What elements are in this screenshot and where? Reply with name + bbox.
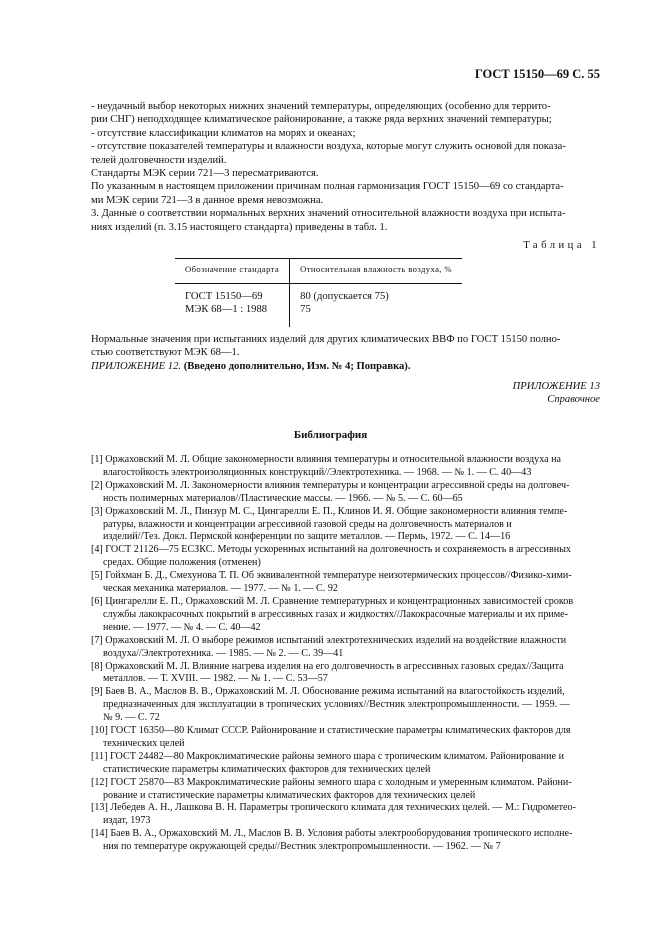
bibliography-item: [4] ГОСТ 21126—75 ЕСЗКС. Методы ускоренных испытаний на долговечность и сохраняемость в агрессивных средах. Общие положения (отменен) [91, 544, 571, 569]
page-header: ГОСТ 15150—69 С. 55 [474, 67, 600, 81]
bibliography-item: [12] ГОСТ 25870—83 Макроклиматические районы земного шара с холодным и умеренным климатом. Райони- рование и статистические параметры климатических факторов для технических целей [91, 776, 572, 801]
body-text [91, 100, 600, 373]
table-cell: ГОСТ 15150—69 МЭК 68—1 : 1988 [175, 283, 290, 326]
bibliography-item: [10] ГОСТ 16350—80 Климат СССР. Районирование и статистические параметры климатических факторов для технических целей [91, 725, 571, 749]
bibliography-item: [6] Цингарелли Е. П., Оржаховский М. Л. Сравнение температурных и концентрационных зависимостей сроков службы лакокрасочных покрытий в агрессивных газах и жидкостях//Лакокрасочные материалы и их приме- нение. — 1977. — № 4. — С. 40—42 [91, 595, 574, 633]
paragraph: Стандарты МЭК серии 721—3 пересматриваются. [91, 168, 319, 180]
bibliography-item: [5] Гойхман Б. Д., Смехунова Т. П. Об эквивалентной температуре неизотермических процессов//Физико-хими- ческая механика материалов. — 1977. — № 1. — С. 92 [91, 570, 572, 595]
bibliography-item: [7] Оржаховский М. Л. О выборе режимов испытаний электротехнических изделий на воздействие влажности воздуха//Электротехника. — 1985. — № 2. — С. 39—41 [91, 634, 567, 659]
bibliography-item: [8] Оржаховский М. Л. Влияние нагрева изделия на его долговечность в агрессивных газовых средах//Защита металлов. — Т. XVIII. — 1982. — № 1. — С. 53—57 [91, 660, 564, 685]
bibliography-item: [3] Оржаховский М. Л., Пинзур М. С., Цингарелли Е. П., Клинов И. Я. Общие закономерности влияния темпе- ратуры, влажности и концентрации агрессивной газовой среды на долговечность материалов и изделий//Тез. Докл. Пермской конференции по защите металлов. — Пермь, 1972. — С. 14—16 [91, 505, 568, 543]
bibliography-item: [14] Баев В. А., Оржаховский М. Л., Маслов В. В. Условия работы электрооборудования тропического исполне- ния по температуре окружающей среды//Вестник электропромышленности. — 1962. — № 7 [91, 828, 573, 853]
bibliography-item: [1] Оржаховский М. Л. Общие закономерности влияния температуры и относительной влажности воздуха на влагостойкость электроизоляционных конструкций//Электротехника. — 1968. — № 1. — С. 40—43 [91, 454, 562, 478]
table-caption: Таблица 1 [523, 240, 600, 252]
table-cell: 80 (допускается 75) 75 [300, 290, 389, 316]
bibliography-title: Библиография [293, 429, 368, 441]
bibliography-item: [13] Лебедев А. Н., Лашкова В. Н. Параметры тропического климата для технических целей. — М.: Гидрометео- издат, 1973 [91, 802, 576, 827]
paragraph: Нормальные значения при испытаниях изделий для других климатических ВВФ по ГОСТ 15150 полно- стью соответствуют МЭК 68—1. [91, 333, 561, 359]
appendix-12-note: ПРИЛОЖЕНИЕ 12. (Введено дополнительно, Изм. № 4; Поправка). [91, 360, 411, 372]
paragraph: 3. Данные о соответствии нормальных верхних значений относительной влажности воздуха при испыта- ниях изделий (п. 3.15 настоящего стандарта) приведены в табл. 1. [91, 208, 566, 233]
bibliography-list [91, 454, 600, 854]
paragraph: - отсутствие классификации климатов на морях и океанах; [91, 127, 356, 139]
bibliography-item: [2] Оржаховский М. Л. Закономерности влияния температуры и концентрации агрессивной среды на долговеч- ность полимерных материалов//Пластические массы. — 1966. — № 5. — С. 60—65 [91, 479, 570, 504]
bibliography-item: [11] ГОСТ 24482—80 Макроклиматические районы земного шара с тропическим климатом. Районирование и статистические параметры климатических факторов для технических целей [91, 750, 564, 775]
table-header: Обозначение стандарта [175, 259, 290, 283]
table-header: Относительная влажность воздуха, % [290, 259, 462, 283]
bibliography-item: [9] Баев В. А., Маслов В. В., Оржаховский М. Л. Обоснование режима испытаний на влагостойкость изделий, предназначенных для эксплуатации в тропических условиях//Вестник электропромышленности. — 1959. — № 9. — С. 72 [91, 686, 570, 724]
paragraph: - неудачный выбор некоторых нижних значений температуры, определяющих (особенно для террито- рии СНГ) неподходящее климатическое районирование, а также ряда верхних значений температуры; [91, 101, 552, 126]
appendix-13-heading: ПРИЛОЖЕНИЕ 13 Справочное [512, 381, 600, 406]
comparison-table [175, 258, 462, 326]
paragraph: - отсутствие показателей температуры и влажности воздуха, которые могут служить основой для показа- телей долговечности изделий. [91, 141, 566, 166]
paragraph: По указанным в настоящем приложении причинам полная гармонизация ГОСТ 15150—69 со стандарта- ми МЭК серии 721—3 в данное время невозможна. [91, 181, 564, 206]
